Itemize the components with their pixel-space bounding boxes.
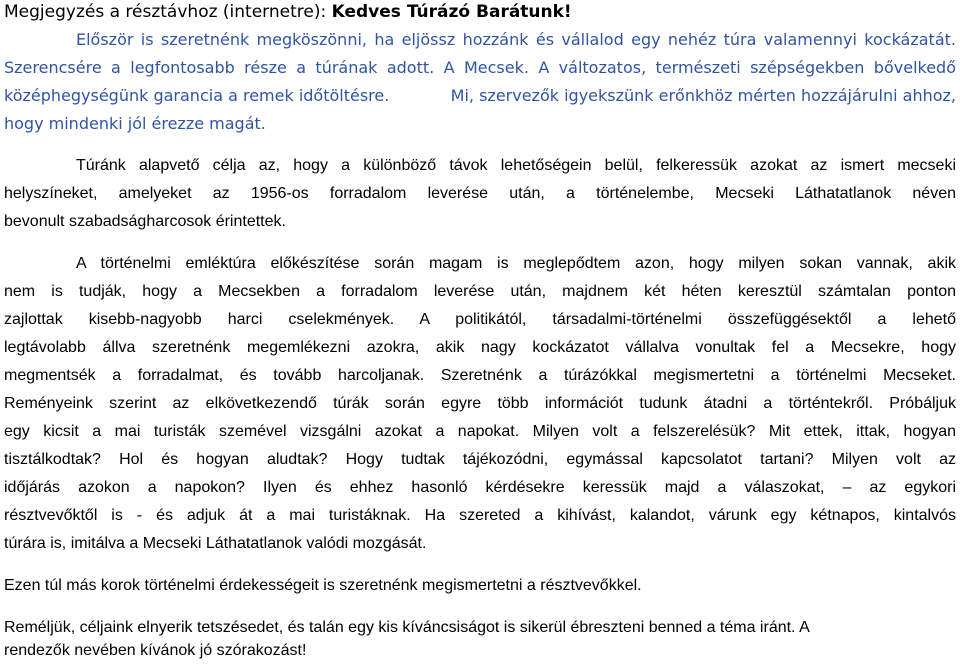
intro-line-3 — [4, 86, 956, 105]
intro-line-2: Szerencsére a legfontosabb része a túrának adott. A Mecsek. A változatos, természeti szépségekben bővelkedő — [4, 58, 956, 77]
header-title: Kedves Túrázó Barátunk! — [331, 2, 572, 22]
p2-line-10: résztvevőktől is - és adjuk át a mai turistáknak. Ha szereted a kihívást, kalandot, várunk egy kétnapos, kintalvós — [4, 507, 956, 524]
intro-line-4-text: Mi, szervezők igyekszünk erőnkhöz mérten hozzájárulni ahhoz, — [450, 86, 956, 105]
header-prefix: Megjegyzés a résztávhoz (internetre): — [4, 2, 332, 22]
p2-line-6: Reményeink szerint az elkövetkezendő túrák során egyre több információt tudunk átadni a történtekről. Próbáljuk — [4, 395, 956, 412]
p2-line-2: nem is tudják, hogy a Mecsekben a forradalom leverése után, majdnem két héten keresztül számtalan ponton — [4, 283, 956, 300]
p2-line-9: időjárás azokon a napokon? Ilyen és ehhez hasonló kérdésekre keressük majd a válaszokat, – az egykori — [4, 479, 956, 496]
closing-line-2: rendezők nevében kívánok jó szórakozást! — [4, 642, 307, 659]
p3-line-1: Ezen túl más korok történelmi érdekességeit is szeretnénk megismertetni a résztvevőkkel. — [4, 577, 642, 594]
p1-line-3: bevonult szabadságharcosok érintettek. — [4, 213, 286, 230]
document-header — [4, 2, 572, 22]
intro-line-3-text: középhegységünk garancia a remek időtöltésre. — [4, 86, 390, 105]
p1-line-1: Túránk alapvető célja az, hogy a különböző távok lehetőségein belül, felkeressük azokat az ismert mecseki — [76, 157, 956, 174]
p2-line-5: megmentsék a forradalmat, és tovább harcoljanak. Szeretnénk a túrázókkal megismertetni a történelmi Mecseket. — [4, 367, 956, 384]
p2-line-8: tisztálkodtak? Hol és hogyan aludtak? Hogy tudtak tájékozódni, egymással kapcsolatot tartani? Milyen volt az — [4, 451, 956, 468]
p2-line-7: egy kicsit a mai turisták szemével vizsgálni azokat a napokat. Milyen volt a felszerelésük? Mit ettek, ittak, hogyan — [4, 423, 956, 440]
p2-line-4: legtávolabb állva szeretnénk megemlékezni azokra, akik nagy kockázatot vállalva vonultak fel a Mecsekre, hogy — [4, 339, 956, 356]
intro-line-5: hogy mindenki jól érezze magát. — [4, 114, 266, 133]
p2-line-3: zajlottak kisebb-nagyobb harci cselekmények. A politikától, társadalmi-történelmi összefüggésektől a lehető — [4, 311, 956, 328]
closing-line-1: Reméljük, céljaink elnyerik tetszésedet, és talán egy kis kíváncsiságot is sikerül ébreszteni benned a téma iránt. A — [4, 619, 810, 636]
p2-line-11: túrára is, imitálva a Mecseki Láthatatlanok valódi mozgását. — [4, 535, 427, 552]
intro-line-1: Először is szeretnénk megköszönni, ha eljössz hozzánk és vállalod egy nehéz túra valamennyi kockázatát. — [76, 30, 956, 49]
p1-line-2: helyszíneket, amelyeket az 1956-os forradalom leverése után, a történelembe, Mecseki Láthatatlanok néven — [4, 185, 956, 202]
p2-line-1: A történelmi emléktúra előkészítése során magam is meglepődtem azon, hogy milyen sokan vannak, akik — [76, 255, 956, 272]
